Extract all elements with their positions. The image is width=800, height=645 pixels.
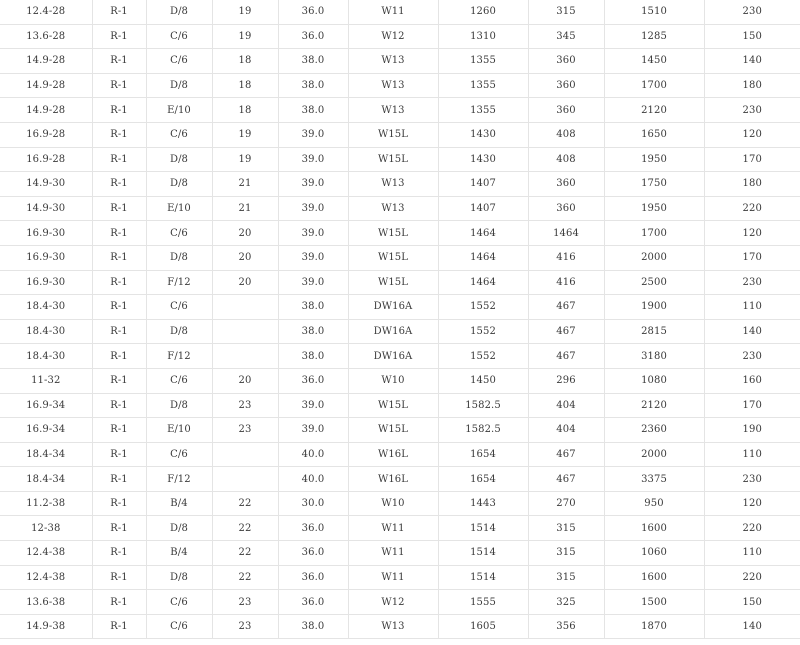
outer-dia-cell: 1464 bbox=[438, 270, 528, 295]
tread-depth-cell: 20 bbox=[212, 245, 278, 270]
table-row bbox=[0, 122, 800, 147]
width-cell: 467 bbox=[528, 442, 604, 467]
pressure-cell: 230 bbox=[704, 467, 800, 492]
load-range-cell: D/8 bbox=[146, 147, 212, 172]
ply-type-cell: R-1 bbox=[92, 467, 146, 492]
table-row bbox=[0, 541, 800, 566]
load-capacity-cell: 2500 bbox=[604, 270, 704, 295]
rim-cell: W10 bbox=[348, 491, 438, 516]
load-capacity-cell: 1950 bbox=[604, 147, 704, 172]
diameter-cell: 39.0 bbox=[278, 147, 348, 172]
pressure-cell: 150 bbox=[704, 590, 800, 615]
width-cell: 408 bbox=[528, 147, 604, 172]
outer-dia-cell: 1430 bbox=[438, 122, 528, 147]
diameter-cell: 38.0 bbox=[278, 49, 348, 74]
rim-cell: DW16A bbox=[348, 295, 438, 320]
load-capacity-cell: 1500 bbox=[604, 590, 704, 615]
table-row bbox=[0, 393, 800, 418]
width-cell: 467 bbox=[528, 319, 604, 344]
rim-cell: W15L bbox=[348, 245, 438, 270]
width-cell: 296 bbox=[528, 368, 604, 393]
size-cell: 12.4-38 bbox=[0, 541, 92, 566]
diameter-cell: 40.0 bbox=[278, 467, 348, 492]
ply-type-cell: R-1 bbox=[92, 0, 146, 24]
size-cell: 14.9-38 bbox=[0, 614, 92, 639]
width-cell: 467 bbox=[528, 467, 604, 492]
diameter-cell: 38.0 bbox=[278, 98, 348, 123]
ply-type-cell: R-1 bbox=[92, 49, 146, 74]
ply-type-cell: R-1 bbox=[92, 393, 146, 418]
load-capacity-cell: 1900 bbox=[604, 295, 704, 320]
rim-cell: DW16A bbox=[348, 344, 438, 369]
diameter-cell: 36.0 bbox=[278, 516, 348, 541]
size-cell: 18.4-34 bbox=[0, 442, 92, 467]
load-range-cell: C/6 bbox=[146, 295, 212, 320]
table-row bbox=[0, 295, 800, 320]
load-range-cell: E/10 bbox=[146, 418, 212, 443]
table-row bbox=[0, 0, 800, 24]
size-cell: 13.6-28 bbox=[0, 24, 92, 49]
diameter-cell: 30.0 bbox=[278, 491, 348, 516]
rim-cell: W13 bbox=[348, 172, 438, 197]
table-row bbox=[0, 98, 800, 123]
rim-cell: DW16A bbox=[348, 319, 438, 344]
pressure-cell: 180 bbox=[704, 172, 800, 197]
rim-cell: W16L bbox=[348, 467, 438, 492]
width-cell: 416 bbox=[528, 245, 604, 270]
pressure-cell: 120 bbox=[704, 122, 800, 147]
tread-depth-cell: 18 bbox=[212, 49, 278, 74]
load-range-cell: C/6 bbox=[146, 122, 212, 147]
load-capacity-cell: 1080 bbox=[604, 368, 704, 393]
load-capacity-cell: 2000 bbox=[604, 245, 704, 270]
size-cell: 16.9-30 bbox=[0, 270, 92, 295]
pressure-cell: 120 bbox=[704, 221, 800, 246]
ply-type-cell: R-1 bbox=[92, 147, 146, 172]
load-range-cell: E/10 bbox=[146, 196, 212, 221]
load-range-cell: F/12 bbox=[146, 467, 212, 492]
width-cell: 325 bbox=[528, 590, 604, 615]
load-range-cell: C/6 bbox=[146, 368, 212, 393]
diameter-cell: 38.0 bbox=[278, 319, 348, 344]
ply-type-cell: R-1 bbox=[92, 122, 146, 147]
pressure-cell: 140 bbox=[704, 319, 800, 344]
ply-type-cell: R-1 bbox=[92, 541, 146, 566]
rim-cell: W13 bbox=[348, 98, 438, 123]
outer-dia-cell: 1464 bbox=[438, 221, 528, 246]
size-cell: 12.4-28 bbox=[0, 0, 92, 24]
pressure-cell: 220 bbox=[704, 196, 800, 221]
table-row bbox=[0, 319, 800, 344]
size-cell: 11.2-38 bbox=[0, 491, 92, 516]
width-cell: 467 bbox=[528, 344, 604, 369]
pressure-cell: 110 bbox=[704, 295, 800, 320]
tread-depth-cell: 23 bbox=[212, 418, 278, 443]
ply-type-cell: R-1 bbox=[92, 368, 146, 393]
size-cell: 16.9-30 bbox=[0, 221, 92, 246]
load-range-cell: D/8 bbox=[146, 393, 212, 418]
ply-type-cell: R-1 bbox=[92, 73, 146, 98]
rim-cell: W16L bbox=[348, 442, 438, 467]
rim-cell: W13 bbox=[348, 49, 438, 74]
width-cell: 467 bbox=[528, 295, 604, 320]
ply-type-cell: R-1 bbox=[92, 491, 146, 516]
table-row bbox=[0, 24, 800, 49]
outer-dia-cell: 1514 bbox=[438, 516, 528, 541]
size-cell: 14.9-28 bbox=[0, 73, 92, 98]
diameter-cell: 39.0 bbox=[278, 196, 348, 221]
rim-cell: W13 bbox=[348, 73, 438, 98]
load-range-cell: D/8 bbox=[146, 172, 212, 197]
rim-cell: W11 bbox=[348, 541, 438, 566]
width-cell: 416 bbox=[528, 270, 604, 295]
load-capacity-cell: 1650 bbox=[604, 122, 704, 147]
tread-depth-cell: 21 bbox=[212, 196, 278, 221]
width-cell: 315 bbox=[528, 516, 604, 541]
width-cell: 360 bbox=[528, 172, 604, 197]
tread-depth-cell: 20 bbox=[212, 270, 278, 295]
rim-cell: W15L bbox=[348, 221, 438, 246]
load-capacity-cell: 950 bbox=[604, 491, 704, 516]
outer-dia-cell: 1310 bbox=[438, 24, 528, 49]
table-row bbox=[0, 491, 800, 516]
size-cell: 18.4-34 bbox=[0, 467, 92, 492]
tread-depth-cell: 20 bbox=[212, 368, 278, 393]
width-cell: 315 bbox=[528, 0, 604, 24]
diameter-cell: 38.0 bbox=[278, 295, 348, 320]
ply-type-cell: R-1 bbox=[92, 245, 146, 270]
ply-type-cell: R-1 bbox=[92, 418, 146, 443]
load-capacity-cell: 1600 bbox=[604, 565, 704, 590]
outer-dia-cell: 1514 bbox=[438, 541, 528, 566]
size-cell: 11-32 bbox=[0, 368, 92, 393]
load-capacity-cell: 1870 bbox=[604, 614, 704, 639]
diameter-cell: 38.0 bbox=[278, 614, 348, 639]
ply-type-cell: R-1 bbox=[92, 614, 146, 639]
table-row bbox=[0, 418, 800, 443]
tread-depth-cell: 21 bbox=[212, 172, 278, 197]
size-cell: 18.4-30 bbox=[0, 344, 92, 369]
load-capacity-cell: 1950 bbox=[604, 196, 704, 221]
width-cell: 356 bbox=[528, 614, 604, 639]
table-row bbox=[0, 565, 800, 590]
tread-depth-cell: 19 bbox=[212, 122, 278, 147]
outer-dia-cell: 1407 bbox=[438, 172, 528, 197]
size-cell: 14.9-30 bbox=[0, 172, 92, 197]
rim-cell: W15L bbox=[348, 122, 438, 147]
load-capacity-cell: 3375 bbox=[604, 467, 704, 492]
load-capacity-cell: 1750 bbox=[604, 172, 704, 197]
outer-dia-cell: 1552 bbox=[438, 319, 528, 344]
size-cell: 16.9-34 bbox=[0, 393, 92, 418]
diameter-cell: 40.0 bbox=[278, 442, 348, 467]
outer-dia-cell: 1514 bbox=[438, 565, 528, 590]
tread-depth-cell bbox=[212, 295, 278, 320]
tread-depth-cell: 20 bbox=[212, 221, 278, 246]
load-capacity-cell: 2000 bbox=[604, 442, 704, 467]
tread-depth-cell: 22 bbox=[212, 516, 278, 541]
diameter-cell: 36.0 bbox=[278, 24, 348, 49]
tread-depth-cell bbox=[212, 319, 278, 344]
load-capacity-cell: 1510 bbox=[604, 0, 704, 24]
ply-type-cell: R-1 bbox=[92, 319, 146, 344]
pressure-cell: 230 bbox=[704, 0, 800, 24]
rim-cell: W13 bbox=[348, 196, 438, 221]
tread-depth-cell: 23 bbox=[212, 393, 278, 418]
pressure-cell: 110 bbox=[704, 442, 800, 467]
size-cell: 16.9-34 bbox=[0, 418, 92, 443]
ply-type-cell: R-1 bbox=[92, 221, 146, 246]
size-cell: 16.9-30 bbox=[0, 245, 92, 270]
tread-depth-cell: 22 bbox=[212, 541, 278, 566]
table-row bbox=[0, 147, 800, 172]
pressure-cell: 220 bbox=[704, 565, 800, 590]
diameter-cell: 36.0 bbox=[278, 590, 348, 615]
load-capacity-cell: 1700 bbox=[604, 221, 704, 246]
diameter-cell: 38.0 bbox=[278, 73, 348, 98]
tread-depth-cell: 19 bbox=[212, 147, 278, 172]
pressure-cell: 230 bbox=[704, 344, 800, 369]
table-row bbox=[0, 49, 800, 74]
ply-type-cell: R-1 bbox=[92, 295, 146, 320]
load-range-cell: C/6 bbox=[146, 221, 212, 246]
width-cell: 360 bbox=[528, 196, 604, 221]
width-cell: 360 bbox=[528, 49, 604, 74]
size-cell: 18.4-30 bbox=[0, 295, 92, 320]
load-range-cell: C/6 bbox=[146, 49, 212, 74]
load-range-cell: C/6 bbox=[146, 24, 212, 49]
rim-cell: W12 bbox=[348, 590, 438, 615]
size-cell: 13.6-38 bbox=[0, 590, 92, 615]
load-range-cell: D/8 bbox=[146, 319, 212, 344]
load-range-cell: F/12 bbox=[146, 270, 212, 295]
ply-type-cell: R-1 bbox=[92, 590, 146, 615]
outer-dia-cell: 1464 bbox=[438, 245, 528, 270]
pressure-cell: 110 bbox=[704, 541, 800, 566]
outer-dia-cell: 1552 bbox=[438, 344, 528, 369]
diameter-cell: 39.0 bbox=[278, 393, 348, 418]
diameter-cell: 39.0 bbox=[278, 172, 348, 197]
pressure-cell: 170 bbox=[704, 147, 800, 172]
ply-type-cell: R-1 bbox=[92, 565, 146, 590]
load-capacity-cell: 3180 bbox=[604, 344, 704, 369]
load-range-cell: B/4 bbox=[146, 491, 212, 516]
diameter-cell: 36.0 bbox=[278, 541, 348, 566]
tread-depth-cell: 18 bbox=[212, 98, 278, 123]
ply-type-cell: R-1 bbox=[92, 196, 146, 221]
outer-dia-cell: 1407 bbox=[438, 196, 528, 221]
pressure-cell: 170 bbox=[704, 245, 800, 270]
load-capacity-cell: 2815 bbox=[604, 319, 704, 344]
load-capacity-cell: 2120 bbox=[604, 98, 704, 123]
width-cell: 360 bbox=[528, 98, 604, 123]
size-cell: 16.9-28 bbox=[0, 122, 92, 147]
outer-dia-cell: 1582.5 bbox=[438, 393, 528, 418]
table-row bbox=[0, 245, 800, 270]
diameter-cell: 38.0 bbox=[278, 344, 348, 369]
pressure-cell: 140 bbox=[704, 49, 800, 74]
diameter-cell: 39.0 bbox=[278, 270, 348, 295]
pressure-cell: 220 bbox=[704, 516, 800, 541]
load-range-cell: C/6 bbox=[146, 614, 212, 639]
ply-type-cell: R-1 bbox=[92, 172, 146, 197]
table-row bbox=[0, 73, 800, 98]
ply-type-cell: R-1 bbox=[92, 24, 146, 49]
table-row bbox=[0, 196, 800, 221]
pressure-cell: 150 bbox=[704, 24, 800, 49]
tread-depth-cell: 18 bbox=[212, 73, 278, 98]
rim-cell: W11 bbox=[348, 516, 438, 541]
ply-type-cell: R-1 bbox=[92, 344, 146, 369]
rim-cell: W10 bbox=[348, 368, 438, 393]
pressure-cell: 190 bbox=[704, 418, 800, 443]
load-capacity-cell: 1600 bbox=[604, 516, 704, 541]
outer-dia-cell: 1552 bbox=[438, 295, 528, 320]
pressure-cell: 230 bbox=[704, 270, 800, 295]
width-cell: 404 bbox=[528, 418, 604, 443]
ply-type-cell: R-1 bbox=[92, 270, 146, 295]
pressure-cell: 140 bbox=[704, 614, 800, 639]
size-cell: 14.9-28 bbox=[0, 98, 92, 123]
tread-depth-cell: 23 bbox=[212, 590, 278, 615]
load-range-cell: C/6 bbox=[146, 590, 212, 615]
tread-depth-cell: 19 bbox=[212, 24, 278, 49]
load-capacity-cell: 1060 bbox=[604, 541, 704, 566]
tread-depth-cell: 22 bbox=[212, 491, 278, 516]
width-cell: 408 bbox=[528, 122, 604, 147]
pressure-cell: 120 bbox=[704, 491, 800, 516]
outer-dia-cell: 1355 bbox=[438, 49, 528, 74]
outer-dia-cell: 1443 bbox=[438, 491, 528, 516]
load-capacity-cell: 1285 bbox=[604, 24, 704, 49]
diameter-cell: 39.0 bbox=[278, 418, 348, 443]
load-range-cell: D/8 bbox=[146, 0, 212, 24]
load-capacity-cell: 2360 bbox=[604, 418, 704, 443]
ply-type-cell: R-1 bbox=[92, 98, 146, 123]
load-capacity-cell: 2120 bbox=[604, 393, 704, 418]
load-range-cell: D/8 bbox=[146, 565, 212, 590]
outer-dia-cell: 1582.5 bbox=[438, 418, 528, 443]
load-range-cell: F/12 bbox=[146, 344, 212, 369]
rim-cell: W15L bbox=[348, 270, 438, 295]
tread-depth-cell bbox=[212, 467, 278, 492]
load-capacity-cell: 1450 bbox=[604, 49, 704, 74]
size-cell: 12-38 bbox=[0, 516, 92, 541]
outer-dia-cell: 1605 bbox=[438, 614, 528, 639]
load-range-cell: D/8 bbox=[146, 245, 212, 270]
load-range-cell: D/8 bbox=[146, 73, 212, 98]
diameter-cell: 39.0 bbox=[278, 221, 348, 246]
width-cell: 1464 bbox=[528, 221, 604, 246]
pressure-cell: 170 bbox=[704, 393, 800, 418]
ply-type-cell: R-1 bbox=[92, 442, 146, 467]
width-cell: 360 bbox=[528, 73, 604, 98]
outer-dia-cell: 1555 bbox=[438, 590, 528, 615]
diameter-cell: 36.0 bbox=[278, 0, 348, 24]
size-cell: 14.9-30 bbox=[0, 196, 92, 221]
pressure-cell: 230 bbox=[704, 98, 800, 123]
width-cell: 404 bbox=[528, 393, 604, 418]
diameter-cell: 39.0 bbox=[278, 122, 348, 147]
tread-depth-cell: 23 bbox=[212, 614, 278, 639]
outer-dia-cell: 1654 bbox=[438, 442, 528, 467]
table-row bbox=[0, 172, 800, 197]
rim-cell: W15L bbox=[348, 393, 438, 418]
table-row bbox=[0, 270, 800, 295]
size-cell: 14.9-28 bbox=[0, 49, 92, 74]
tread-depth-cell: 19 bbox=[212, 0, 278, 24]
rim-cell: W11 bbox=[348, 565, 438, 590]
table-row bbox=[0, 442, 800, 467]
table-row bbox=[0, 467, 800, 492]
size-cell: 18.4-30 bbox=[0, 319, 92, 344]
outer-dia-cell: 1654 bbox=[438, 467, 528, 492]
tread-depth-cell: 22 bbox=[212, 565, 278, 590]
size-cell: 16.9-28 bbox=[0, 147, 92, 172]
rim-cell: W11 bbox=[348, 0, 438, 24]
diameter-cell: 36.0 bbox=[278, 565, 348, 590]
tread-depth-cell bbox=[212, 344, 278, 369]
width-cell: 315 bbox=[528, 565, 604, 590]
table-row bbox=[0, 344, 800, 369]
load-range-cell: B/4 bbox=[146, 541, 212, 566]
tread-depth-cell bbox=[212, 442, 278, 467]
rim-cell: W15L bbox=[348, 147, 438, 172]
diameter-cell: 39.0 bbox=[278, 245, 348, 270]
rim-cell: W12 bbox=[348, 24, 438, 49]
outer-dia-cell: 1355 bbox=[438, 98, 528, 123]
pressure-cell: 180 bbox=[704, 73, 800, 98]
width-cell: 345 bbox=[528, 24, 604, 49]
diameter-cell: 36.0 bbox=[278, 368, 348, 393]
table-row bbox=[0, 614, 800, 639]
outer-dia-cell: 1260 bbox=[438, 0, 528, 24]
load-range-cell: D/8 bbox=[146, 516, 212, 541]
table-row bbox=[0, 590, 800, 615]
table-row bbox=[0, 221, 800, 246]
outer-dia-cell: 1430 bbox=[438, 147, 528, 172]
size-cell: 12.4-38 bbox=[0, 565, 92, 590]
load-capacity-cell: 1700 bbox=[604, 73, 704, 98]
rim-cell: W13 bbox=[348, 614, 438, 639]
table-row bbox=[0, 368, 800, 393]
rim-cell: W15L bbox=[348, 418, 438, 443]
width-cell: 270 bbox=[528, 491, 604, 516]
pressure-cell: 160 bbox=[704, 368, 800, 393]
outer-dia-cell: 1355 bbox=[438, 73, 528, 98]
table-row bbox=[0, 516, 800, 541]
outer-dia-cell: 1450 bbox=[438, 368, 528, 393]
width-cell: 315 bbox=[528, 541, 604, 566]
load-range-cell: C/6 bbox=[146, 442, 212, 467]
ply-type-cell: R-1 bbox=[92, 516, 146, 541]
load-range-cell: E/10 bbox=[146, 98, 212, 123]
